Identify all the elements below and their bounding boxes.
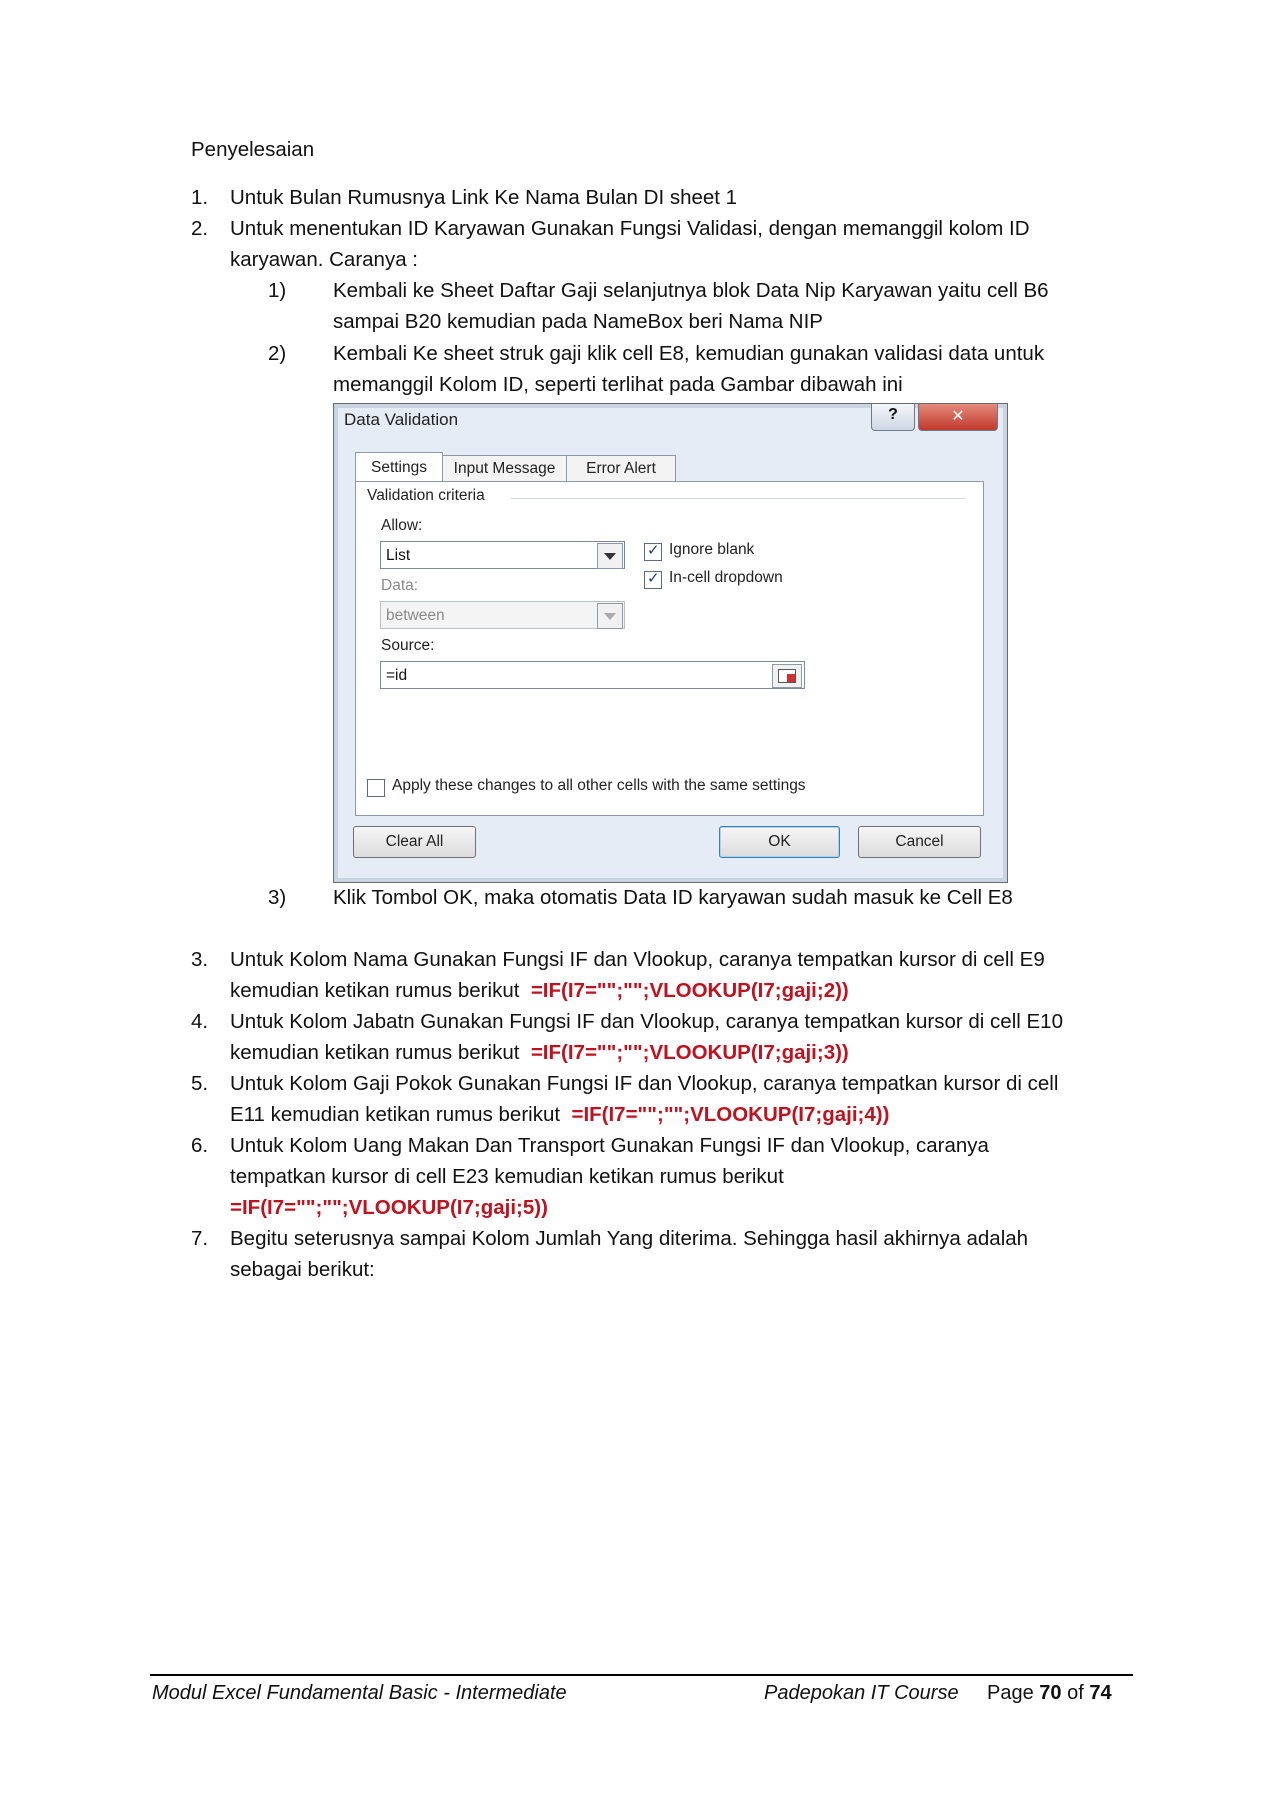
close-button[interactable] [918, 404, 998, 431]
list-item-text: Begitu seterusnya sampai Kolom Jumlah Yang diterima. Sehingga hasil akhirnya adalah [230, 1227, 1029, 1250]
range-picker-icon[interactable] [772, 664, 802, 688]
list-item-text: kemudian ketikan rumus berikut =IF(I7="";"";VLOOKUP(I7;gaji;2)) [230, 979, 849, 1002]
list-item-text: kemudian ketikan rumus berikut =IF(I7="";"";VLOOKUP(I7;gaji;3)) [230, 1041, 849, 1064]
tab-input-message[interactable]: Input Message [442, 455, 567, 482]
sublist-item-text: Kembali ke Sheet Daftar Gaji selanjutnya blok Data Nip Karyawan yaitu cell B6 [333, 279, 1049, 302]
data-value: between [386, 607, 445, 624]
section-divider [511, 498, 966, 499]
list-number: 2. [191, 217, 209, 240]
cancel-button[interactable]: Cancel [858, 826, 981, 858]
dialog-title: Data Validation [344, 410, 459, 429]
list-number: 1. [191, 186, 209, 209]
sublist-item-text: sampai B20 kemudian pada NameBox beri Nama NIP [333, 310, 823, 333]
list-item-text: Untuk Bulan Rumusnya Link Ke Nama Bulan DI sheet 1 [230, 186, 738, 209]
in-cell-dropdown-checkbox[interactable] [644, 571, 662, 589]
list-number: 3. [191, 948, 209, 971]
page-number: Page 70 of 74 [987, 1682, 1112, 1704]
footer-divider [150, 1674, 1133, 1676]
list-item-text: E11 kemudian ketikan rumus berikut =IF(I7="";"";VLOOKUP(I7;gaji;4)) [230, 1103, 890, 1126]
list-number: 5. [191, 1072, 209, 1095]
settings-panel [355, 481, 984, 816]
sublist-item-text: Klik Tombol OK, maka otomatis Data ID karyawan sudah masuk ke Cell E8 [333, 886, 1013, 909]
list-item-text: sebagai berikut: [230, 1258, 375, 1281]
list-item-text: tempatkan kursor di cell E23 kemudian ketikan rumus berikut [230, 1165, 784, 1188]
data-label: Data: [381, 577, 419, 594]
validation-criteria-label: Validation criteria [367, 487, 485, 504]
apply-all-checkbox[interactable] [367, 779, 385, 797]
formula: =IF(I7="";"";VLOOKUP(I7;gaji;2)) [530, 979, 849, 1002]
allow-select[interactable] [380, 541, 625, 569]
tab-error-alert[interactable]: Error Alert [566, 455, 676, 482]
in-cell-dropdown-label: In-cell dropdown [669, 569, 783, 586]
sublist-item-text: memanggil Kolom ID, seperti terlihat pada Gambar dibawah ini [333, 373, 903, 396]
ignore-blank-checkbox[interactable] [644, 543, 662, 561]
data-validation-dialog [333, 403, 1008, 883]
source-value: =id [386, 667, 408, 684]
list-item-text: Untuk Kolom Nama Gunakan Fungsi IF dan Vlookup, caranya tempatkan kursor di cell E9 [230, 948, 1045, 971]
section-heading: Penyelesaian [191, 138, 315, 161]
ok-button[interactable]: OK [719, 826, 840, 858]
formula: =IF(I7="";"";VLOOKUP(I7;gaji;4)) [571, 1103, 890, 1126]
list-item-text: Untuk Kolom Jabatn Gunakan Fungsi IF dan Vlookup, caranya tempatkan kursor di cell E10 [230, 1010, 1063, 1033]
footer-module-title: Modul Excel Fundamental Basic - Intermediate [152, 1682, 567, 1704]
sublist-number: 1) [268, 279, 287, 302]
formula: =IF(I7="";"";VLOOKUP(I7;gaji;5)) [230, 1196, 548, 1219]
list-number: 7. [191, 1227, 209, 1250]
help-button[interactable] [871, 404, 915, 431]
footer-publisher: Padepokan IT Course [764, 1682, 959, 1704]
ignore-blank-label: Ignore blank [669, 541, 755, 558]
apply-all-label: Apply these changes to all other cells with the same settings [392, 777, 806, 794]
chevron-down-icon [597, 603, 623, 629]
allow-value: List [386, 547, 411, 564]
source-label: Source: [381, 637, 435, 654]
list-item-text: karyawan. Caranya : [230, 248, 419, 271]
close-icon: ✕ [951, 408, 965, 425]
chevron-down-icon[interactable] [597, 543, 623, 569]
data-select[interactable] [380, 601, 625, 629]
clear-all-button[interactable]: Clear All [353, 826, 476, 858]
sublist-number: 2) [268, 342, 287, 365]
source-input[interactable] [380, 661, 805, 689]
formula: =IF(I7="";"";VLOOKUP(I7;gaji;3)) [530, 1041, 849, 1064]
list-number: 4. [191, 1010, 209, 1033]
help-icon: ? [888, 406, 898, 423]
sublist-number: 3) [268, 886, 287, 909]
list-item-text: Untuk Kolom Uang Makan Dan Transport Gunakan Fungsi IF dan Vlookup, caranya [230, 1134, 989, 1157]
list-item-text: Untuk menentukan ID Karyawan Gunakan Fungsi Validasi, dengan memanggil kolom ID [230, 217, 1030, 240]
list-number: 6. [191, 1134, 209, 1157]
sublist-item-text: Kembali Ke sheet struk gaji klik cell E8, kemudian gunakan validasi data untuk [333, 342, 1045, 365]
tab-settings[interactable]: Settings [355, 452, 443, 483]
allow-label: Allow: [381, 517, 423, 534]
list-item-text: Untuk Kolom Gaji Pokok Gunakan Fungsi IF dan Vlookup, caranya tempatkan kursor di cell [230, 1072, 1059, 1095]
